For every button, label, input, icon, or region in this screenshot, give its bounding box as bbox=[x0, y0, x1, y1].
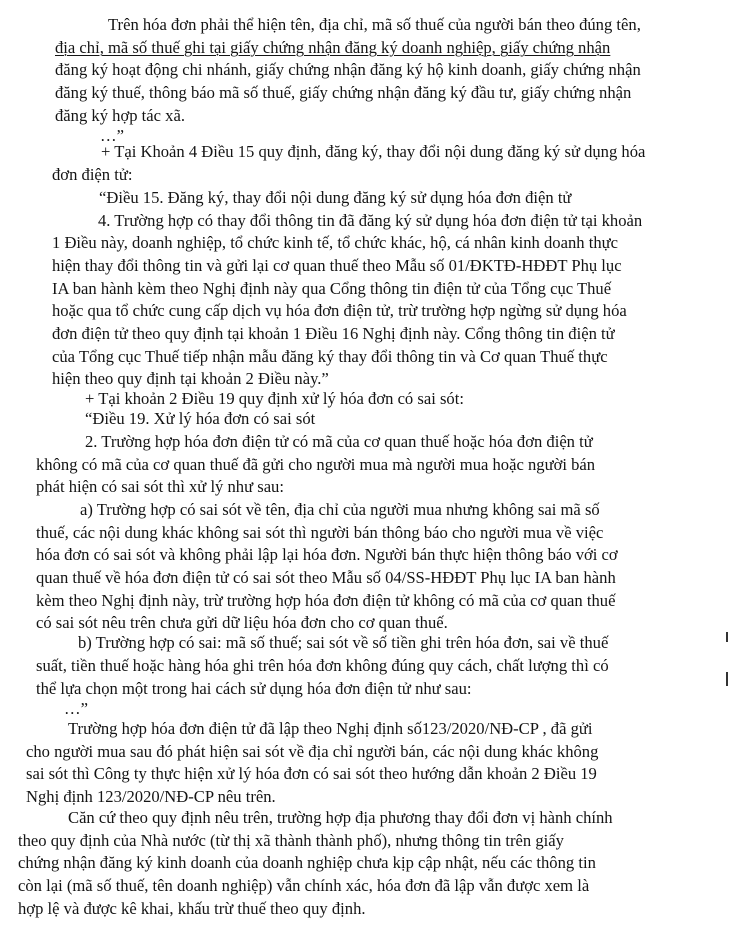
text-line: sai sót thì Công ty thực hiện xử lý hóa đơn có sai sót theo hướng dẫn khoản 2 Điều 19 bbox=[26, 764, 597, 783]
text-line: phát hiện có sai sót thì xử lý như sau: bbox=[36, 477, 284, 496]
text-line: hóa đơn có sai sót và không phải lập lại hóa đơn. Người bán thực hiện thông báo với cơ bbox=[36, 545, 618, 564]
text-line: đơn điện tử theo quy định tại khoản 1 Điều 16 Nghị định này. Cổng thông tin điện tử bbox=[52, 324, 615, 343]
text-line: có sai sót nêu trên chưa gửi dữ liệu hóa đơn cho cơ quan thuế. bbox=[36, 613, 448, 632]
text-line: + Tại Khoản 4 Điều 15 quy định, đăng ký, thay đổi nội dung đăng ký sử dụng hóa bbox=[101, 142, 646, 161]
text-line: b) Trường hợp có sai: mã số thuế; sai sót về số tiền ghi trên hóa đơn, sai về thuế bbox=[78, 633, 609, 652]
text-line: địa chỉ, mã số thuế ghi tại giấy chứng nhận đăng ký doanh nghiệp, giấy chứng nhận bbox=[55, 38, 611, 57]
text-line: 2. Trường hợp hóa đơn điện tử có mã của cơ quan thuế hoặc hóa đơn điện tử bbox=[85, 432, 593, 451]
text-line: hiện thay đổi thông tin và gửi lại cơ quan thuế theo Mẫu số 01/ĐKTĐ-HĐĐT Phụ lục bbox=[52, 256, 622, 275]
text-line: kèm theo Nghị định này, trừ trường hợp hóa đơn điện tử không có mã của cơ quan thuế bbox=[36, 591, 616, 610]
text-line: hiện theo quy định tại khoản 2 Điều này.” bbox=[52, 369, 329, 388]
text-line: + Tại khoản 2 Điều 19 quy định xử lý hóa đơn có sai sót: bbox=[85, 389, 464, 408]
text-line: Nghị định 123/2020/NĐ-CP nêu trên. bbox=[26, 787, 276, 806]
text-line: suất, tiền thuế hoặc hàng hóa ghi trên hóa đơn không đúng quy cách, chất lượng thì có bbox=[36, 656, 609, 675]
text-line: thuế, các nội dung khác không sai sót thì người bán thông báo cho người mua về việc bbox=[36, 523, 604, 542]
text-line: Trên hóa đơn phải thể hiện tên, địa chỉ, mã số thuế của người bán theo đúng tên, bbox=[108, 15, 641, 34]
text-line: theo quy định của Nhà nước (từ thị xã thành thành phố), nhưng thông tin trên giấy bbox=[18, 831, 564, 850]
text-line: Trường hợp hóa đơn điện tử đã lập theo Nghị định số123/2020/NĐ-CP , đã gửi bbox=[68, 719, 593, 738]
text-line: còn lại (mã số thuế, tên doanh nghiệp) vẫn chính xác, hóa đơn đã lập vẫn được xem là bbox=[18, 876, 590, 895]
text-line: Căn cứ theo quy định nêu trên, trường hợp địa phương thay đổi đơn vị hành chính bbox=[68, 808, 613, 827]
text-line: 4. Trường hợp có thay đổi thông tin đã đăng ký sử dụng hóa đơn điện tử tại khoản bbox=[98, 211, 643, 230]
text-line: của Tổng cục Thuế tiếp nhận mẫu đăng ký thay đổi thông tin và Cơ quan Thuế thực bbox=[52, 347, 608, 366]
text-line: hợp lệ và được kê khai, khấu trừ thuế theo quy định. bbox=[18, 899, 366, 918]
text-line: “Điều 15. Đăng ký, thay đổi nội dung đăng ký sử dụng hóa đơn điện tử bbox=[99, 188, 572, 207]
text-line: IA ban hành kèm theo Nghị định này qua Cổng thông tin điện tử của Tổng cục Thuế bbox=[52, 279, 612, 298]
text-line: …” bbox=[100, 126, 124, 145]
text-line: quan thuế về hóa đơn điện tử có sai sót theo Mẫu số 04/SS-HĐĐT Phụ lục IA ban hành bbox=[36, 568, 616, 587]
text-line: đăng ký hoạt động chi nhánh, giấy chứng nhận đăng ký hộ kinh doanh, giấy chứng nhận bbox=[55, 60, 641, 79]
text-line: hoặc qua tổ chức cung cấp dịch vụ hóa đơn điện tử, trừ trường hợp ngừng sử dụng hóa bbox=[52, 301, 627, 320]
text-line: 1 Điều này, doanh nghiệp, tổ chức kinh tế, tổ chức khác, hộ, cá nhân kinh doanh thực bbox=[52, 233, 618, 252]
text-line: đăng ký thuế, thông báo mã số thuế, giấy chứng nhận đăng ký đầu tư, giấy chứng nhận bbox=[55, 83, 632, 102]
scan-edge-mark bbox=[726, 632, 728, 642]
text-line: cho người mua sau đó phát hiện sai sót về địa chỉ người bán, các nội dung khác không bbox=[26, 742, 599, 761]
scan-edge-mark bbox=[726, 672, 728, 686]
text-line: thể lựa chọn một trong hai cách sử dụng hóa đơn điện tử như sau: bbox=[36, 679, 472, 698]
text-line: a) Trường hợp có sai sót về tên, địa chỉ của người mua nhưng không sai mã số bbox=[80, 500, 600, 519]
text-line: …” bbox=[64, 699, 88, 718]
text-line: “Điều 19. Xử lý hóa đơn có sai sót bbox=[85, 409, 316, 428]
text-line: đăng ký hợp tác xã. bbox=[55, 106, 185, 125]
text-line: không có mã của cơ quan thuế đã gửi cho người mua mà người mua hoặc người bán bbox=[36, 455, 596, 474]
text-line: đơn điện tử: bbox=[52, 165, 133, 184]
text-line: chứng nhận đăng ký kinh doanh của doanh nghiệp chưa kịp cập nhật, nếu các thông tin bbox=[18, 853, 596, 872]
